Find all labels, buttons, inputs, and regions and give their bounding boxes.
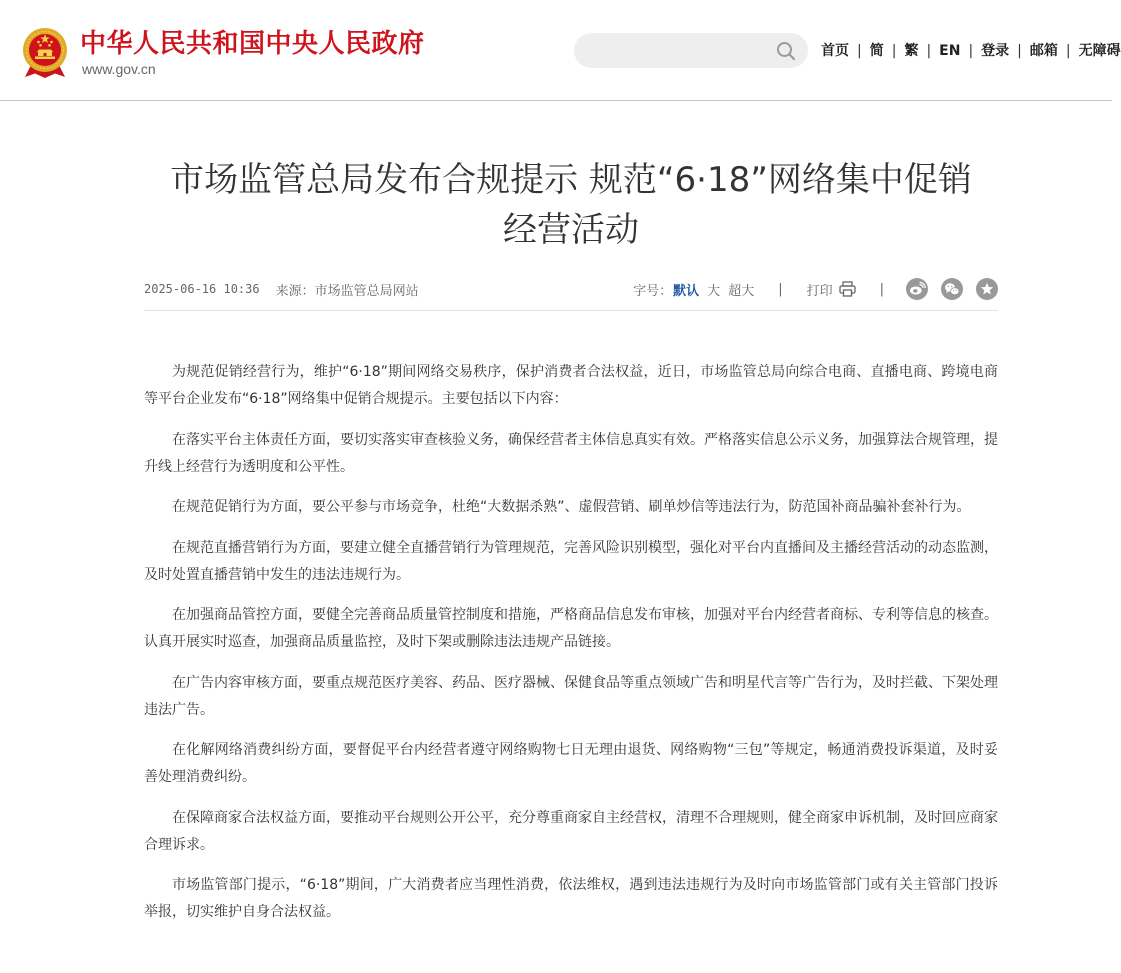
article-tools — [633, 278, 998, 300]
article-paragraph: 在规范直播营销行为方面，要建立健全直播营销行为管理规范，完善风险识别模型，强化对平台内直播间及主播经营活动的动态监测，及时处置直播营销中发生的违法违规行为。 — [144, 539, 998, 583]
national-emblem-icon — [22, 27, 68, 79]
tools-separator: | — [778, 281, 783, 297]
article-paragraph: 为规范促销经营行为，维护“6·18”期间网络交易秩序，保护消费者合法权益，近日，市场监管总局向综合电商、直播电商、跨境电商等平台企业发布“6·18”网络集中促销合规提示。主要包括以下内容： — [144, 364, 998, 407]
article-meta — [144, 277, 998, 311]
nav-separator: | — [891, 43, 897, 59]
print-button[interactable] — [807, 280, 856, 299]
article-title: 市场监管总局发布合规提示 规范“6·18”网络集中促销经营活动 — [170, 160, 972, 250]
nav-item-home[interactable]: 首页 — [821, 43, 849, 59]
nav-separator: | — [1017, 43, 1022, 59]
nav-item-login[interactable]: 登录 — [981, 43, 1010, 59]
search-input[interactable] — [590, 33, 770, 68]
nav-item-mail[interactable]: 邮箱 — [1029, 43, 1058, 59]
nav-separator: | — [968, 43, 974, 59]
nav-item-english[interactable]: EN — [939, 43, 961, 59]
weibo-icon[interactable] — [906, 278, 928, 300]
search-box — [574, 33, 808, 68]
font-size-large[interactable]: 大 — [707, 283, 721, 299]
article-paragraph: 在规范促销行为方面，要公平参与市场竞争，杜绝“大数据杀熟”、虚假营销、刷单炒信等违法行为，防范国补商品骗补套补行为。 — [172, 499, 971, 515]
printer-icon — [839, 281, 856, 297]
nav-item-accessibility[interactable]: 无障碍 — [1078, 43, 1121, 59]
site-header — [0, 0, 1121, 101]
wechat-icon[interactable] — [941, 278, 963, 300]
search-icon — [776, 41, 796, 61]
article-paragraph: 在化解网络消费纠纷方面，要督促平台内经营者遵守网络购物七日无理由退货、网络购物“三包”等规定，畅通消费投诉渠道，及时妥善处理消费纠纷。 — [144, 742, 998, 785]
tools-separator: | — [879, 281, 884, 297]
nav-separator: | — [926, 43, 932, 59]
article-paragraph: 在加强商品管控方面，要健全完善商品质量管控制度和措施，严格商品信息发布审核，加强对平台内经营者商标、专利等信息的核查。认真开展实时巡查，加强商品质量监控，及时下架或删除违法违规产品链接。 — [144, 607, 998, 650]
article-paragraph: 在保障商家合法权益方面，要推动平台规则公开公平，充分尊重商家自主经营权，清理不合理规则，健全商家申诉机制，及时回应商家合理诉求。 — [144, 809, 998, 853]
nav-separator: | — [857, 43, 862, 59]
site-logo-link[interactable] — [22, 27, 432, 79]
font-size-extra-large[interactable]: 超大 — [728, 283, 755, 299]
favorite-icon[interactable] — [976, 278, 998, 300]
article-paragraph: 在广告内容审核方面，要重点规范医疗美容、药品、医疗器械、保健食品等重点领域广告和明星代言等广告行为，及时拦截、下架处理违法广告。 — [144, 674, 998, 718]
nav-separator: | — [1065, 43, 1071, 59]
search-button[interactable] — [775, 40, 797, 62]
nav-item-traditional[interactable]: 繁 — [904, 43, 919, 59]
article — [144, 155, 998, 926]
site-title: 中华人民共和国中央人民政府 — [80, 29, 425, 59]
font-size-label: 字号： — [633, 283, 673, 299]
article-source: 来源：市场监管总局网站 — [275, 283, 419, 299]
print-label: 打印 — [806, 283, 833, 299]
font-size-default[interactable]: 默认 — [673, 283, 700, 299]
nav-item-simplified[interactable]: 简 — [869, 43, 884, 59]
article-paragraph: 在落实平台主体责任方面，要切实落实审查核验义务，确保经营者主体信息真实有效。严格落实信息公示义务，加强算法合规管理，提升线上经营行为透明度和公平性。 — [144, 431, 998, 475]
publish-date: 2025-06-16 10:36 — [144, 282, 260, 296]
article-paragraph: 市场监管部门提示，“6·18”期间，广大消费者应当理性消费，依法维权，遇到违法违规行为及时向市场监管部门或有关主管部门投诉举报，切实维护自身合法权益。 — [144, 877, 998, 920]
top-nav — [821, 41, 1121, 61]
article-body — [144, 311, 998, 926]
site-url: www.gov.cn — [82, 61, 156, 77]
